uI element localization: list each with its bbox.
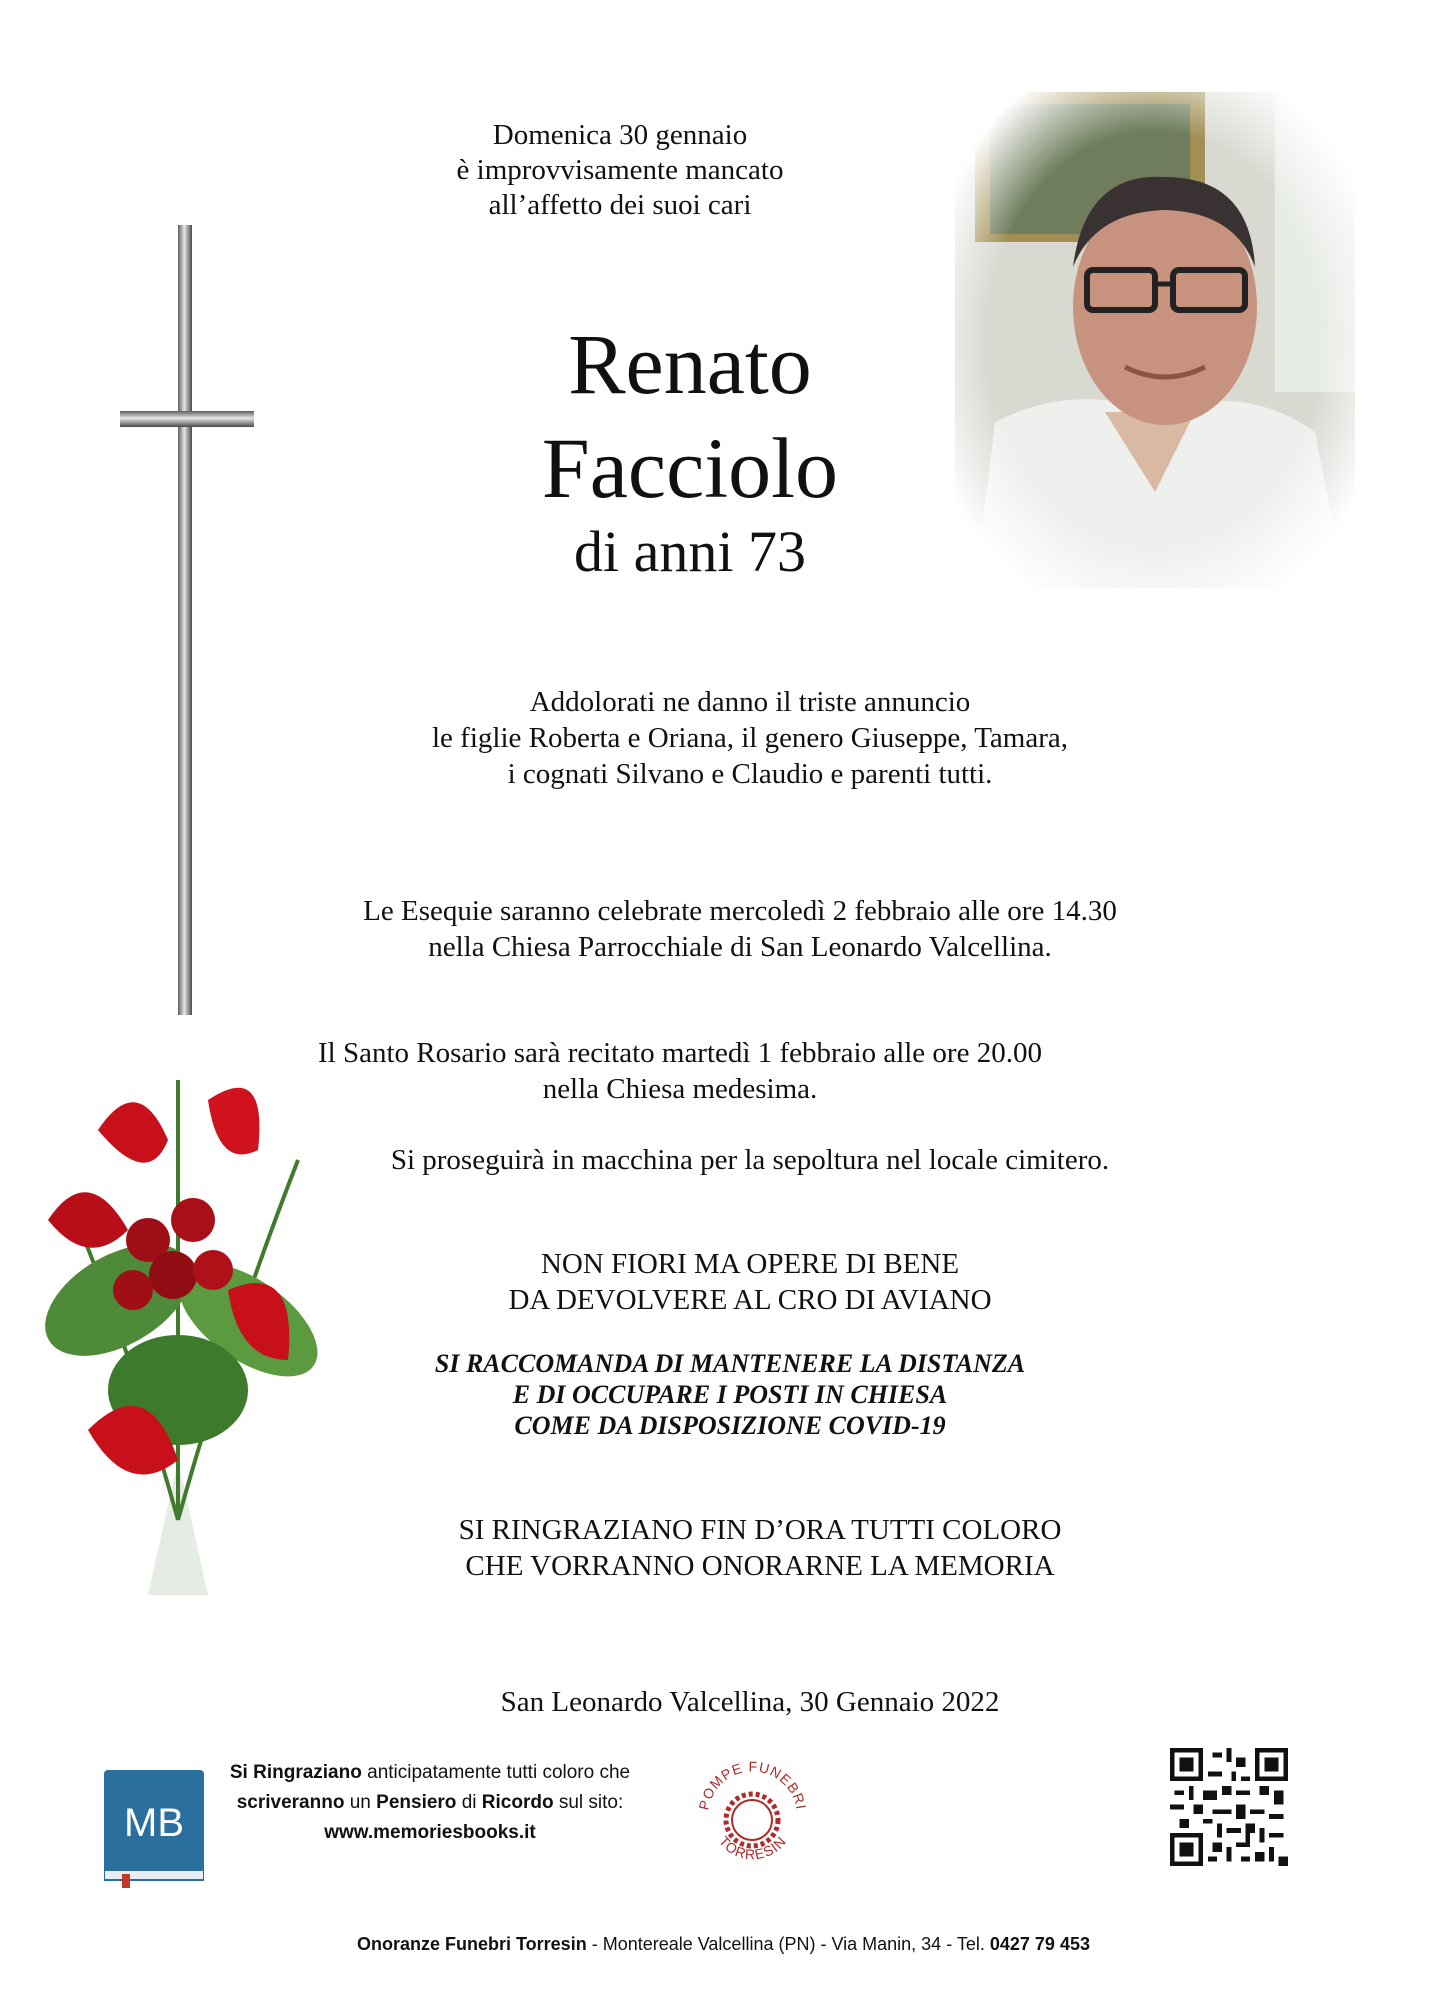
- intro-line: all’affetto dei suoi cari: [488, 189, 752, 221]
- funeral-line: Le Esequie saranno celebrate mercoledì 2 febbraio alle ore 14.30: [363, 895, 1117, 927]
- no-flowers-line: NON FIORI MA OPERE DI BENE: [540, 1248, 960, 1280]
- mb-l2-bold2: Pensiero: [376, 1792, 457, 1813]
- footer-company: Onoranze Funebri Torresin: [357, 1934, 587, 1954]
- mb-l1-bold: Si Ringraziano: [229, 1762, 362, 1783]
- place-date: San Leonardo Valcellina, 30 Gennaio 2022: [500, 1686, 1000, 1718]
- cross-icon: [112, 225, 262, 1025]
- announcement: [320, 684, 1180, 792]
- thanks-notice: [400, 1512, 1120, 1584]
- mb-l1-rest: anticipatamente tutti coloro che: [361, 1762, 631, 1783]
- announcement-line: le figlie Roberta e Oriana, il genero Giuseppe, Tamara,: [432, 722, 1068, 754]
- mb-logo-text: MB: [124, 1801, 184, 1845]
- intro-line: Domenica 30 gennaio: [492, 119, 748, 151]
- mb-url-text[interactable]: www.memoriesbooks.it: [324, 1822, 536, 1843]
- pompe-funebri-seal: [690, 1750, 815, 1880]
- qr-code-icon[interactable]: [1170, 1748, 1288, 1866]
- seal-top-text: POMPE FUNEBRI: [695, 1758, 810, 1812]
- funeral-line: nella Chiesa Parrocchiale di San Leonardo Valcellina.: [428, 931, 1052, 963]
- svg-text:POMPE FUNEBRI: [695, 1758, 809, 1811]
- mb-url[interactable]: [210, 1818, 650, 1848]
- deceased-name: [440, 312, 940, 520]
- thanks-line: CHE VORRANNO ONORARNE LA MEMORIA: [465, 1550, 1055, 1582]
- no-flowers-line: DA DEVOLVERE AL CRO DI AVIANO: [508, 1284, 992, 1316]
- seal-bottom-text: TORRESIN: [715, 1832, 790, 1863]
- covid-notice: [380, 1348, 1080, 1441]
- memoriesbooks-logo: [104, 1770, 204, 1888]
- mb-line2: [210, 1788, 650, 1818]
- intro-line: è improvvisamente mancato: [456, 154, 784, 186]
- mb-l2-bold3: Ricordo: [481, 1792, 554, 1813]
- mb-l2-mid2: di: [456, 1792, 482, 1813]
- rosary-line: Il Santo Rosario sarà recitato martedì 1 febbraio alle ore 20.00: [318, 1037, 1042, 1069]
- first-name: Renato: [568, 316, 812, 412]
- mb-l2-rest: sul sito:: [553, 1792, 624, 1813]
- announcement-line: i cognati Silvano e Claudio e parenti tutti.: [507, 758, 993, 790]
- rosary-info: [290, 1035, 1070, 1107]
- anthurium-bouquet-icon: [28, 1040, 328, 1595]
- intro-text: [430, 118, 810, 223]
- announcement-line: Addolorati ne danno il triste annuncio: [529, 686, 971, 718]
- footer-address: - Montereale Valcellina (PN) - Via Manin, 34 - Tel.: [586, 1934, 990, 1954]
- thanks-line: SI RINGRAZIANO FIN D’ORA TUTTI COLORO: [458, 1514, 1062, 1546]
- last-name: Facciolo: [541, 420, 839, 516]
- portrait-photo: [955, 92, 1355, 588]
- covid-line: COME DA DISPOSIZIONE COVID-19: [514, 1411, 946, 1440]
- footer-phone: 0427 79 453: [989, 1934, 1090, 1954]
- covid-line: SI RACCOMANDA DI MANTENERE LA DISTANZA: [434, 1349, 1026, 1378]
- no-flowers-notice: [380, 1246, 1120, 1318]
- covid-line: E DI OCCUPARE I POSTI IN CHIESA: [512, 1380, 948, 1409]
- mb-line1: [210, 1758, 650, 1788]
- burial-info: Si proseguirà in macchina per la sepoltura nel locale cimitero.: [390, 1144, 1110, 1176]
- rosary-line: nella Chiesa medesima.: [542, 1073, 818, 1105]
- deceased-age: di anni 73: [574, 519, 806, 584]
- mb-l2-bold1: scriveranno: [236, 1792, 345, 1813]
- mb-l2-mid1: un: [344, 1792, 377, 1813]
- memoriesbooks-message: [210, 1758, 650, 1848]
- svg-text:TORRESIN: [716, 1833, 790, 1863]
- footer: [0, 1934, 1447, 1955]
- funeral-info: [290, 893, 1190, 965]
